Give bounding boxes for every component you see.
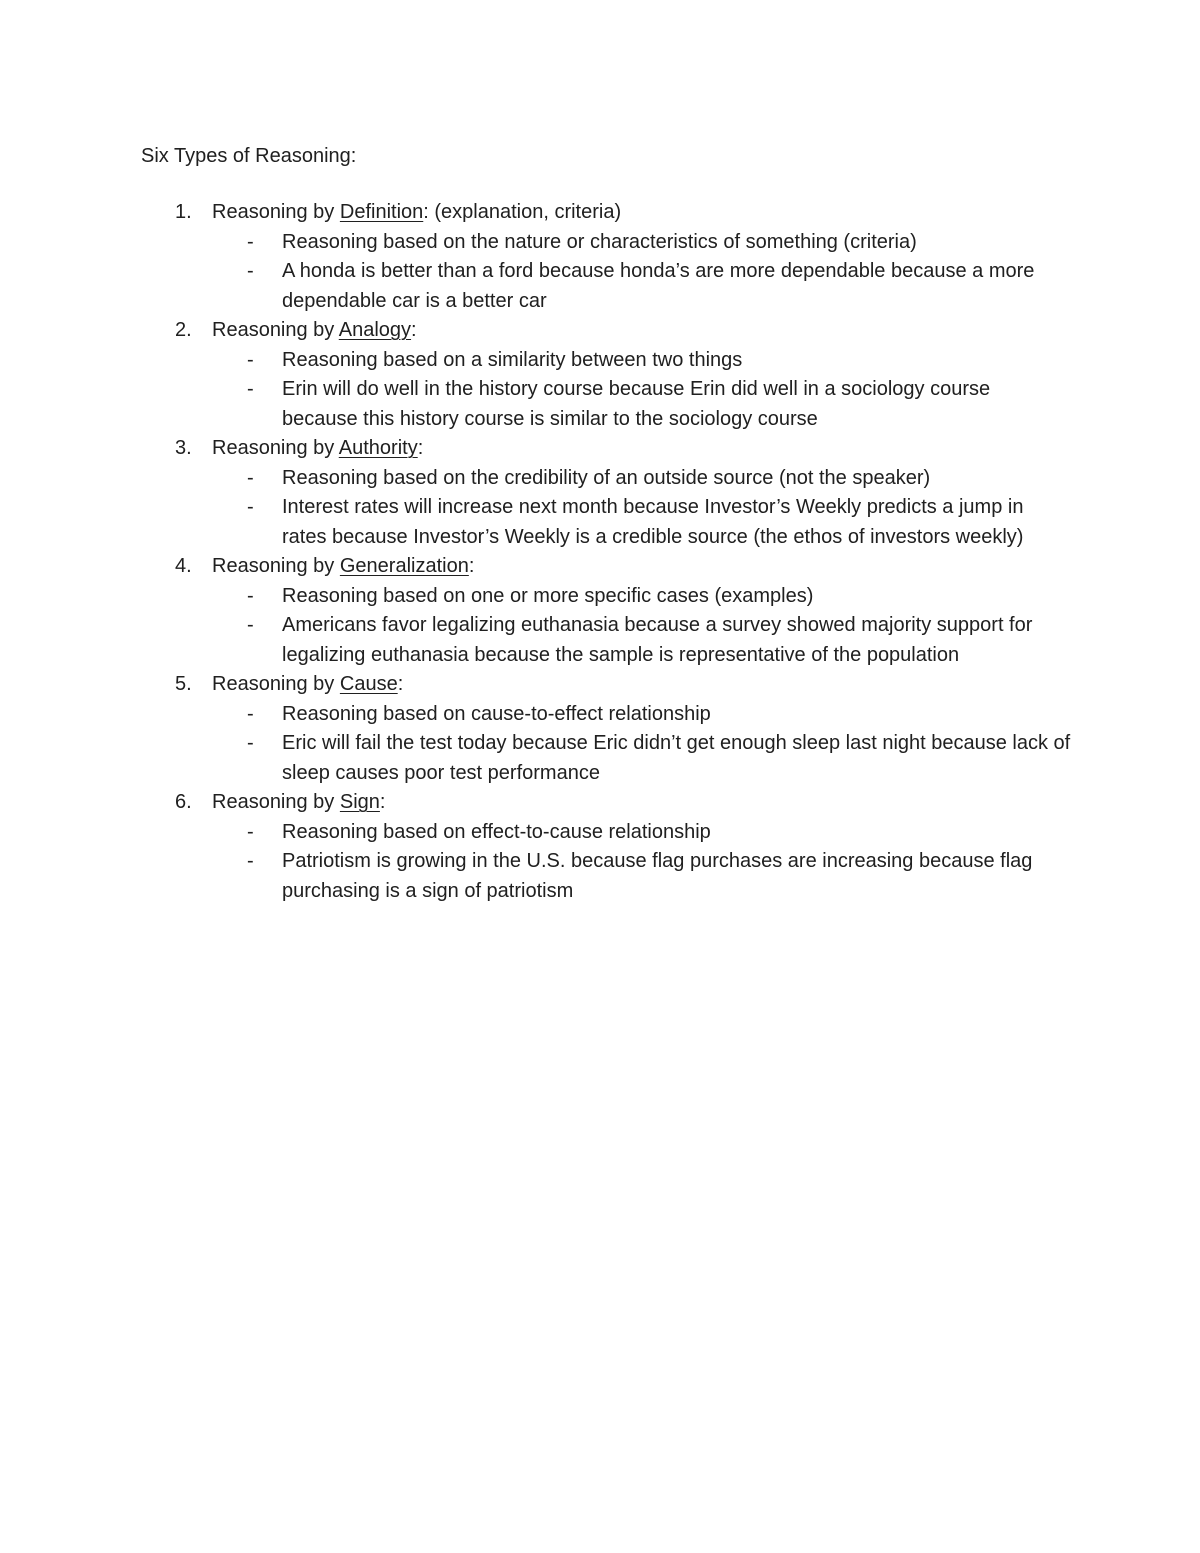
detail-item	[141, 228, 1071, 258]
dash-bullet: -	[247, 584, 254, 607]
heading-suffix: :	[397, 673, 404, 695]
detail-item	[141, 375, 1071, 434]
reasoning-type-item	[141, 670, 1071, 788]
reasoning-type-heading	[141, 316, 1071, 346]
detail-list	[141, 346, 1071, 435]
detail-list	[141, 582, 1071, 671]
detail-text: Reasoning based on cause-to-effect relationship	[282, 702, 711, 725]
detail-text: Erin will do well in the history course because Erin did well in a sociology course because this history course is similar to the sociology course	[282, 378, 991, 430]
list-number: 5.	[175, 673, 192, 695]
reasoning-types-list	[141, 198, 1071, 906]
heading-prefix: Reasoning by	[212, 791, 340, 813]
reasoning-term: Definition	[339, 201, 424, 223]
dash-bullet: -	[247, 260, 254, 282]
reasoning-type-item	[141, 198, 1071, 316]
reasoning-type-item	[141, 434, 1071, 552]
detail-item	[141, 346, 1071, 376]
list-number: 3.	[175, 437, 192, 459]
reasoning-type-item	[141, 316, 1071, 434]
detail-text: Reasoning based on one or more specific cases (examples)	[282, 584, 814, 607]
list-number: 1.	[175, 201, 192, 223]
detail-list	[141, 818, 1071, 907]
detail-text: Reasoning based on a similarity between two things	[282, 348, 743, 371]
heading-prefix: Reasoning by	[212, 319, 339, 341]
reasoning-term: Sign	[339, 791, 380, 813]
reasoning-term: Cause	[339, 673, 398, 695]
detail-item	[141, 729, 1071, 788]
detail-item	[141, 611, 1071, 670]
dash-bullet: -	[247, 496, 254, 518]
heading-suffix: :	[417, 437, 424, 459]
dash-bullet: -	[247, 820, 254, 843]
heading-prefix: Reasoning by	[212, 437, 339, 459]
detail-text: Americans favor legalizing euthanasia because a survey showed majority support for legalizing euthanasia because the sample is representative of the population	[282, 614, 1033, 666]
dash-bullet: -	[247, 702, 254, 725]
dash-bullet: -	[247, 614, 254, 636]
detail-list	[141, 700, 1071, 789]
detail-text: Patriotism is growing in the U.S. because flag purchases are increasing because flag purchasing is a sign of patriotism	[282, 850, 1033, 902]
detail-item	[141, 493, 1071, 552]
list-number: 2.	[175, 319, 192, 341]
detail-text: Interest rates will increase next month because Investor’s Weekly predicts a jump in rates because Investor’s Weekly is a credible source (the ethos of investors weekly)	[282, 496, 1024, 548]
heading-suffix: :	[468, 555, 475, 577]
reasoning-type-heading	[141, 198, 1071, 228]
reasoning-term: Generalization	[339, 555, 469, 577]
reasoning-type-heading	[141, 670, 1071, 700]
detail-text: Reasoning based on effect-to-cause relationship	[282, 820, 711, 843]
heading-suffix: : (explanation, criteria)	[423, 201, 622, 223]
detail-item	[141, 700, 1071, 730]
reasoning-term: Authority	[338, 437, 418, 459]
dash-bullet: -	[247, 348, 254, 371]
reasoning-type-item	[141, 788, 1071, 906]
heading-prefix: Reasoning by	[212, 673, 340, 695]
detail-item	[141, 257, 1071, 316]
reasoning-term: Analogy	[338, 319, 412, 341]
heading-suffix: :	[411, 319, 417, 341]
detail-item	[141, 818, 1071, 848]
detail-text: Reasoning based on the nature or characteristics of something (criteria)	[282, 230, 917, 253]
detail-item	[141, 464, 1071, 494]
dash-bullet: -	[247, 466, 254, 489]
dash-bullet: -	[247, 378, 254, 400]
heading-prefix: Reasoning by	[212, 555, 340, 577]
reasoning-type-heading	[141, 434, 1071, 464]
detail-list	[141, 464, 1071, 553]
detail-text: Eric will fail the test today because Eric didn’t get enough sleep last night because lack of sleep causes poor test performance	[282, 732, 1071, 784]
detail-text: A honda is better than a ford because honda’s are more dependable because a more dependable car is a better car	[282, 260, 1035, 312]
reasoning-type-item	[141, 552, 1071, 670]
list-number: 4.	[175, 555, 192, 577]
heading-prefix: Reasoning by	[212, 201, 340, 223]
dash-bullet: -	[247, 732, 254, 754]
dash-bullet: -	[247, 230, 254, 253]
detail-list	[141, 228, 1071, 317]
detail-item	[141, 582, 1071, 612]
list-number: 6.	[175, 791, 192, 813]
detail-text: Reasoning based on the credibility of an outside source (not the speaker)	[282, 466, 931, 489]
heading-suffix: :	[379, 791, 386, 813]
dash-bullet: -	[247, 850, 254, 872]
reasoning-type-heading	[141, 788, 1071, 818]
detail-item	[141, 847, 1071, 906]
document-title: Six Types of Reasoning:	[141, 145, 357, 167]
reasoning-type-heading	[141, 552, 1071, 582]
